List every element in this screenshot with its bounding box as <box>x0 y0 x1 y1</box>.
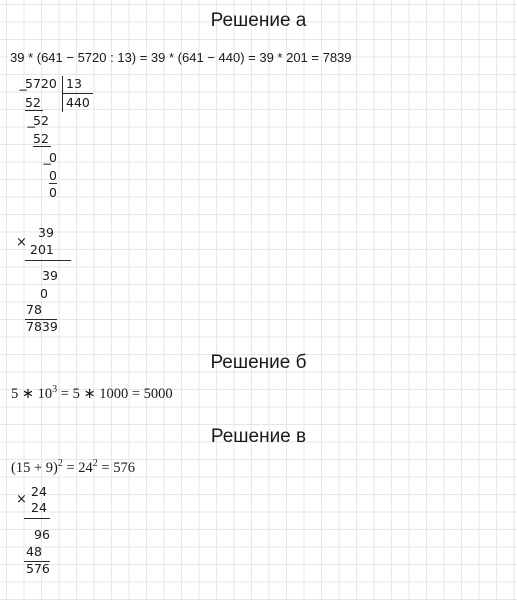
division-remainder-2: 0 <box>49 150 57 165</box>
heading-a: Решение а <box>210 10 307 31</box>
division-final-remainder: 0 <box>49 185 57 200</box>
equation-c-exponent-1: 2 <box>57 458 63 469</box>
equation-c-exponent-2: 2 <box>92 458 98 469</box>
product-line-c-1 <box>24 518 50 519</box>
multiplication-sign: × <box>16 235 27 250</box>
division-divisor: 13 <box>66 76 82 91</box>
equation-b-lhs: 5 ∗ 10 <box>11 386 53 402</box>
equation-b <box>11 386 173 403</box>
factor-top-c: 24 <box>31 484 47 499</box>
factor-top: 39 <box>38 225 54 240</box>
heading-c: Решение в <box>210 426 307 447</box>
factor-bottom: 201 <box>30 242 54 257</box>
factor-bottom-c: 24 <box>31 500 47 515</box>
equation-b-rhs: = 5 ∗ 1000 = 5000 <box>57 386 173 402</box>
partial-product-1: 39 <box>42 268 58 283</box>
division-vertical-line <box>62 76 63 112</box>
product-result-c: 576 <box>26 561 50 576</box>
product-line-1 <box>25 260 71 261</box>
partial-product-2: 0 <box>40 286 48 301</box>
multiplication-sign-c: × <box>16 492 27 507</box>
division-quotient: 440 <box>66 95 90 110</box>
equation-b-exponent: 3 <box>52 384 58 395</box>
division-divisor-line <box>63 93 93 94</box>
partial-product-3: 78 <box>26 302 42 317</box>
division-minus-2: − <box>26 120 37 134</box>
equation-a: 39 * (641 − 5720 : 13) = 39 * (641 − 440) = 39 * 201 = 7839 <box>10 50 352 65</box>
division-subtrahend-1: 52 <box>25 95 41 110</box>
partial-product-c-1: 96 <box>34 527 50 542</box>
equation-c <box>11 460 135 477</box>
division-subtrahend-2: 52 <box>33 131 49 146</box>
partial-product-c-2: 48 <box>26 544 42 559</box>
product-result: 7839 <box>26 319 58 334</box>
division-subtrahend-3: 0 <box>49 168 57 183</box>
heading-b: Решение б <box>210 352 307 373</box>
equation-c-rhs: = 576 <box>97 460 135 476</box>
division-minus-1: − <box>18 83 29 97</box>
division-remainder-1: 52 <box>33 113 49 128</box>
division-dividend: 5720 <box>25 76 57 91</box>
equation-c-lhs: (15 + 9) <box>11 460 58 476</box>
equation-c-mid: = 24 <box>62 460 93 476</box>
division-minus-3: − <box>42 157 53 171</box>
